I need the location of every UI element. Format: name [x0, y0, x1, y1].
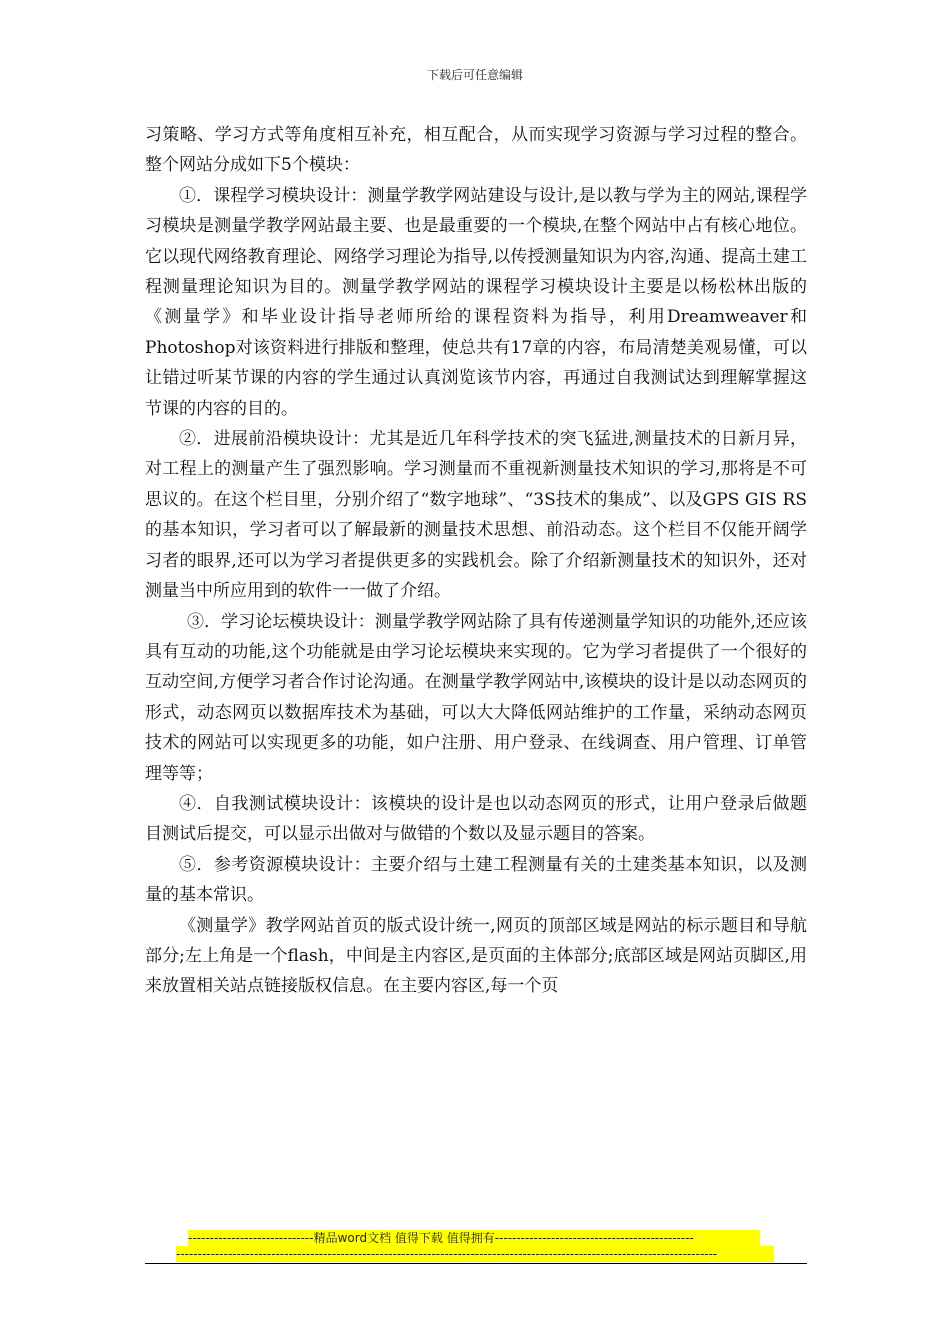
footer-banner-line-2: -----------------------------------------------------------------------------------------------------------------------------	[176, 1246, 774, 1262]
footer-rule	[145, 1263, 807, 1264]
footer-banner-line-1: -----------------------------精品word文档 值得下载 值得拥有----------------------------------------------	[188, 1230, 760, 1246]
paragraph-module-2: ②．进展前沿模块设计：尤其是近几年科学技术的突飞猛进,测量技术的日新月异，对工程上的测量产生了强烈影响。学习测量而不重视新测量技术知识的学习,那将是不可思议的。在这个栏目里，分别介绍了“数字地球”、“3S技术的集成”、以及GPS GIS RS的基本知识，学习者可以了解最新的测量技术思想、前沿动态。这个栏目不仅能开阔学习者的眼界,还可以为学习者提供更多的实践机会。除了介绍新测量技术的知识外，还对测量当中所应用到的软件一一做了介绍。	[145, 429, 807, 602]
paragraph-module-1: ①．课程学习模块设计：测量学教学网站建设与设计,是以教与学为主的网站,课程学习模块是测量学教学网站最主要、也是最重要的一个模块,在整个网站中占有核心地位。它以现代网络教育理论、网络学习理论为指导,以传授测量知识为内容,沟通、提高土建工程测量理论知识为目的。测量学教学网站的课程学习模块设计主要是以杨松林出版的《测量学》和毕业设计指导老师所给的课程资料为指导，利用Dreamweaver和Photoshop对该资料进行排版和整理，使总共有17章的内容，布局清楚美观易懂，可以让错过听某节课的内容的学生通过认真浏览该节内容，再通过自我测试达到理解掌握这节课的内容的目的。	[145, 185, 807, 419]
paragraph-module-4: ④．自我测试模块设计：该模块的设计是也以动态网页的形式，让用户登录后做题目测试后提交，可以显示出做对与做错的个数以及显示题目的答案。	[145, 793, 807, 845]
paragraph-homepage-layout: 《测量学》教学网站首页的版式设计统一,网页的顶部区域是网站的标示题目和导航部分;左上角是一个flash，中间是主内容区,是页面的主体部分;底部区域是网站页脚区,用来放置相关站点链接版权信息。在主要内容区,每一个页	[145, 915, 807, 997]
paragraph-module-5: ⑤．参考资源模块设计：主要介绍与土建工程测量有关的土建类基本知识，以及测量的基本常识。	[145, 854, 807, 906]
page-header: 下载后可任意编辑	[426, 68, 523, 82]
paragraph-module-3: ③．学习论坛模块设计：测量学教学网站除了具有传递测量学知识的功能外,还应该具有互动的功能,这个功能就是由学习论坛模块来实现的。它为学习者提供了一个很好的互动空间,方便学习者合作讨论沟通。在测量学教学网站中,该模块的设计是以动态网页的形式，动态网页以数据库技术为基础，可以大大降低网站维护的工作量，采纳动态网页技术的网站可以实现更多的功能，如户注册、用户登录、在线调查、用户管理、订单管理等等；	[145, 611, 807, 784]
paragraph-intro: 习策略、学习方式等角度相互补充，相互配合，从而实现学习资源与学习过程的整合。整个网站分成如下5个模块：	[145, 125, 807, 176]
document-body	[145, 120, 807, 1002]
